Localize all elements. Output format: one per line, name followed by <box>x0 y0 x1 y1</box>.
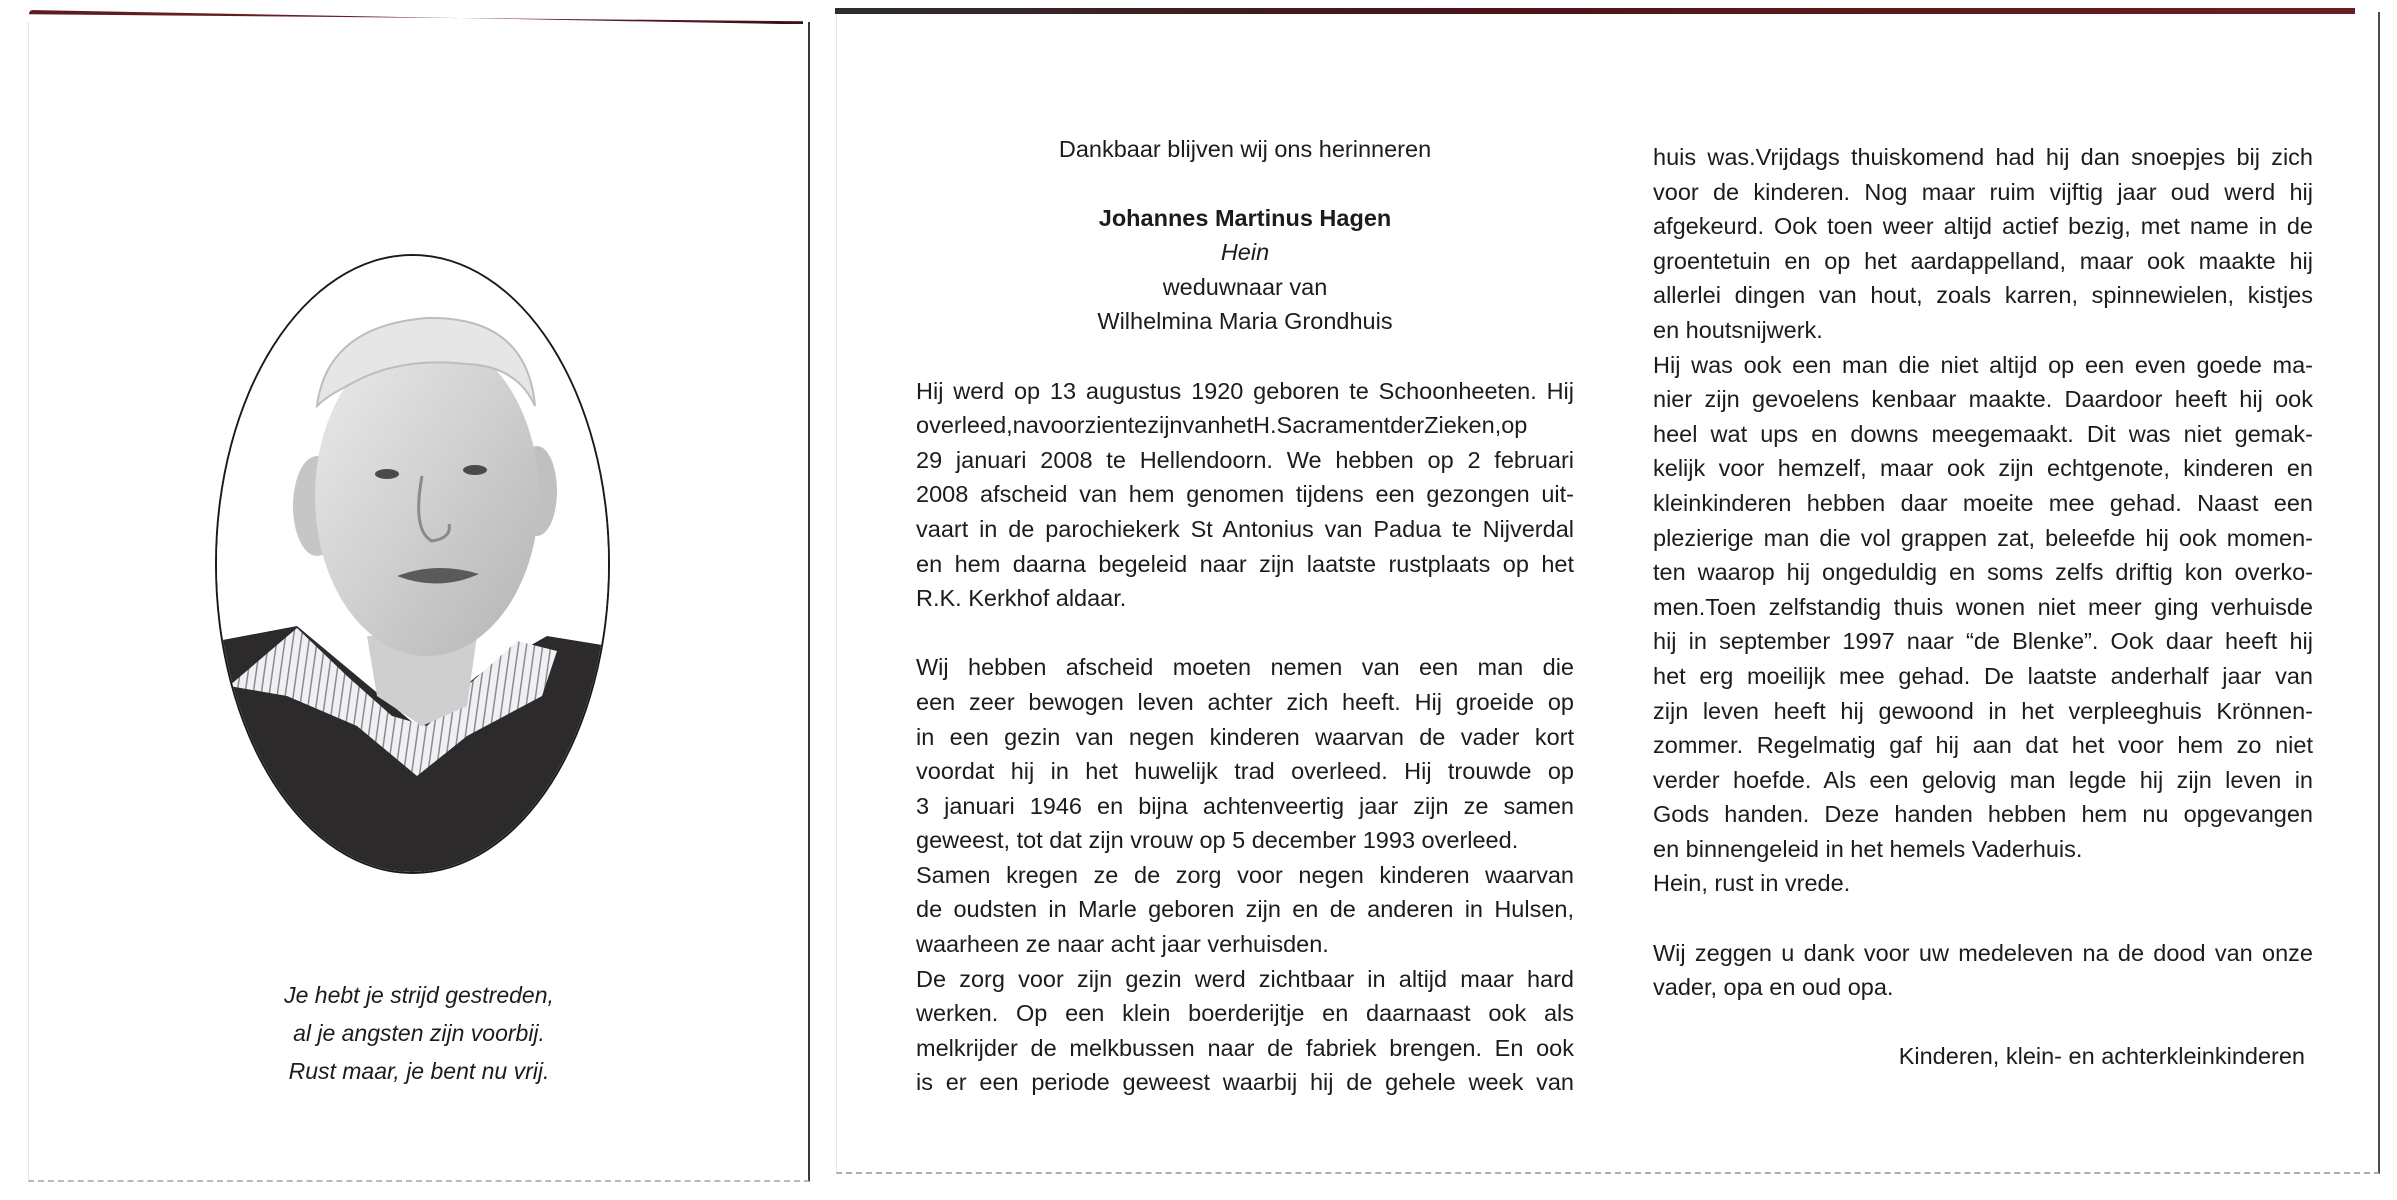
text-line: ten waarop hij ongeduldig en soms zelfs driftig kon overko- <box>1653 559 2313 586</box>
text-line: en binnengeleid in het hemels Vaderhuis. <box>1653 835 2083 862</box>
paragraph-life <box>916 650 1574 858</box>
text-line: Wij zeggen u dank voor uw medeleven na de dood van onze <box>1653 939 2313 966</box>
text-line: voordat hij in het huwelijk trad overleed. Hij trouwde op <box>916 758 1574 785</box>
text-line: zommer. Regelmatig gaf hij aan dat het voor hem zo niet <box>1653 732 2313 759</box>
paragraph-children <box>916 858 1574 962</box>
text-line: nier zijn gevoelens kenbaar maakte. Daardoor heeft hij ook <box>1653 386 2313 413</box>
text-line: in een gezin van negen kinderen waarvan de vader kort <box>916 723 1574 750</box>
relation-line: weduwnaar van <box>1162 273 1328 300</box>
text-line: het erg moeilijk mee gehad. De laatste anderhalf jaar van <box>1653 662 2313 689</box>
text-line: kleinkinderen hebben daar moeite mee gehad. Naast een <box>1653 489 2313 516</box>
deceased-name: Johannes Martinus Hagen <box>1098 204 1392 231</box>
text-line: plezierige man die vol grappen zat, beleefde hij ook momen- <box>1653 524 2313 551</box>
text-line: werken. Op een klein boerderijtje en daarnaast ook als <box>916 1000 1574 1027</box>
paragraph-thanks <box>1653 936 2313 1005</box>
poem-line: Je hebt je strijd gestreden, <box>284 982 554 1008</box>
text-line: 3 januari 1946 en bijna achtenveertig jaar zijn ze samen <box>916 792 1574 819</box>
text-line: Hij was ook een man die niet altijd op een even goede ma- <box>1653 351 2313 378</box>
text-line: Hij werd op 13 augustus 1920 geboren te Schoonheeten. Hij <box>916 377 1574 404</box>
paragraph-work <box>916 962 1574 1100</box>
text-line: men.Toen zelfstandig thuis wonen niet meer ging verhuisde <box>1653 593 2313 620</box>
nickname: Hein <box>1220 239 1270 266</box>
text-line: de oudsten in Marle geboren zijn en de anderen in Hulsen, <box>916 896 1574 923</box>
text-line: hij in september 1997 naar “de Blenke”. Ook daar heeft hij <box>1653 628 2313 655</box>
text-line: Samen kregen ze de zorg voor negen kinderen waarvan <box>916 861 1574 888</box>
text-line: 2008 afscheid van hem genomen tijdens een gezongen uit- <box>916 481 1574 508</box>
text-line: waarheen ze naar acht jaar verhuisden. <box>916 931 1329 958</box>
text-line: een zeer bewogen leven achter zich heeft. Hij groeide op <box>916 688 1574 715</box>
text-line: huis was.Vrijdags thuiskomend had hij dan snoepjes bij zich <box>1653 144 2313 170</box>
intro-line: Dankbaar blijven wij ons herinneren <box>1058 136 1432 162</box>
text-line: De zorg voor zijn gezin werd zichtbaar in altijd maar hard <box>916 965 1574 992</box>
text-line: afgekeurd. Ook toen weer altijd actief bezig, met name in de <box>1653 213 2313 240</box>
text-line: zijn leven heeft hij gewoond in het verpleeghuis Krönnen- <box>1653 697 2313 724</box>
text-line: voor de kinderen. Nog maar ruim vijftig jaar oud werd hij <box>1653 178 2313 205</box>
text-line: melkrijder de melkbussen naar de fabriek brengen. En ook <box>916 1034 1574 1061</box>
text-line: kelijk voor hemzelf, maar ook zijn echtgenote, kinderen en <box>1653 455 2313 482</box>
text-line: groentetuin en op het aardappelland, maar ook maakte hij <box>1653 247 2313 274</box>
text-column-1 <box>916 132 1574 1100</box>
text-column-2 <box>1653 140 2313 1073</box>
text-line: heel wat ups en downs meegemaakt. Dit was niet gemak- <box>1653 420 2313 447</box>
text-line: vader, opa en oud opa. <box>1653 974 1894 1001</box>
poem-line: Rust maar, je bent nu vrij. <box>288 1058 550 1084</box>
memorial-poem <box>199 976 639 1090</box>
paragraph-hobbies <box>1653 140 2313 348</box>
card-inside-panel <box>836 12 2380 1174</box>
text-line: 29 januari 2008 te Hellendoorn. We hebben op 2 februari <box>916 446 1574 473</box>
text-line: R.K. Kerkhof aldaar. <box>916 585 1127 612</box>
portrait-photo <box>215 254 610 874</box>
paragraph-biography <box>916 374 1574 616</box>
text-line: en houtsnijwerk. <box>1653 316 1823 343</box>
text-line: allerlei dingen van hout, zoals karren, spinnewielen, kistjes <box>1653 282 2313 309</box>
heading-block <box>916 132 1574 339</box>
poem-line: al je angsten zijn voorbij. <box>293 1020 545 1046</box>
text-line: vaart in de parochiekerk St Antonius van Padua te Nijverdal <box>916 515 1574 542</box>
text-line: en hem daarna begeleid naar zijn laatste rustplaats op het <box>916 550 1574 577</box>
text-line: verder hoefde. Als een gelovig man legde hij zijn leven in <box>1653 766 2313 793</box>
text-line: Wij hebben afscheid moeten nemen van een man die <box>916 654 1574 681</box>
farewell-line: Hein, rust in vrede. <box>1653 870 1851 897</box>
spouse-name: Wilhelmina Maria Grondhuis <box>1097 308 1393 335</box>
text-line: overleed,navoorzientezijnvanhetH.SacramentderZieken,op <box>916 412 1528 439</box>
card-front-panel <box>28 22 810 1182</box>
paragraph-character <box>1653 348 2313 867</box>
family-signature: Kinderen, klein- en achterkleinkinderen <box>1898 1042 2305 1069</box>
text-line: geweest, tot dat zijn vrouw op 5 december 1993 overleed. <box>916 827 1519 854</box>
text-line: Gods handen. Deze handen hebben hem nu opgevangen <box>1653 801 2313 828</box>
card-edge-band <box>29 10 803 24</box>
portrait-image <box>217 256 608 872</box>
text-line: is er een periode geweest waarbij hij de gehele week van <box>916 1069 1574 1096</box>
card-edge-band <box>835 8 2355 14</box>
